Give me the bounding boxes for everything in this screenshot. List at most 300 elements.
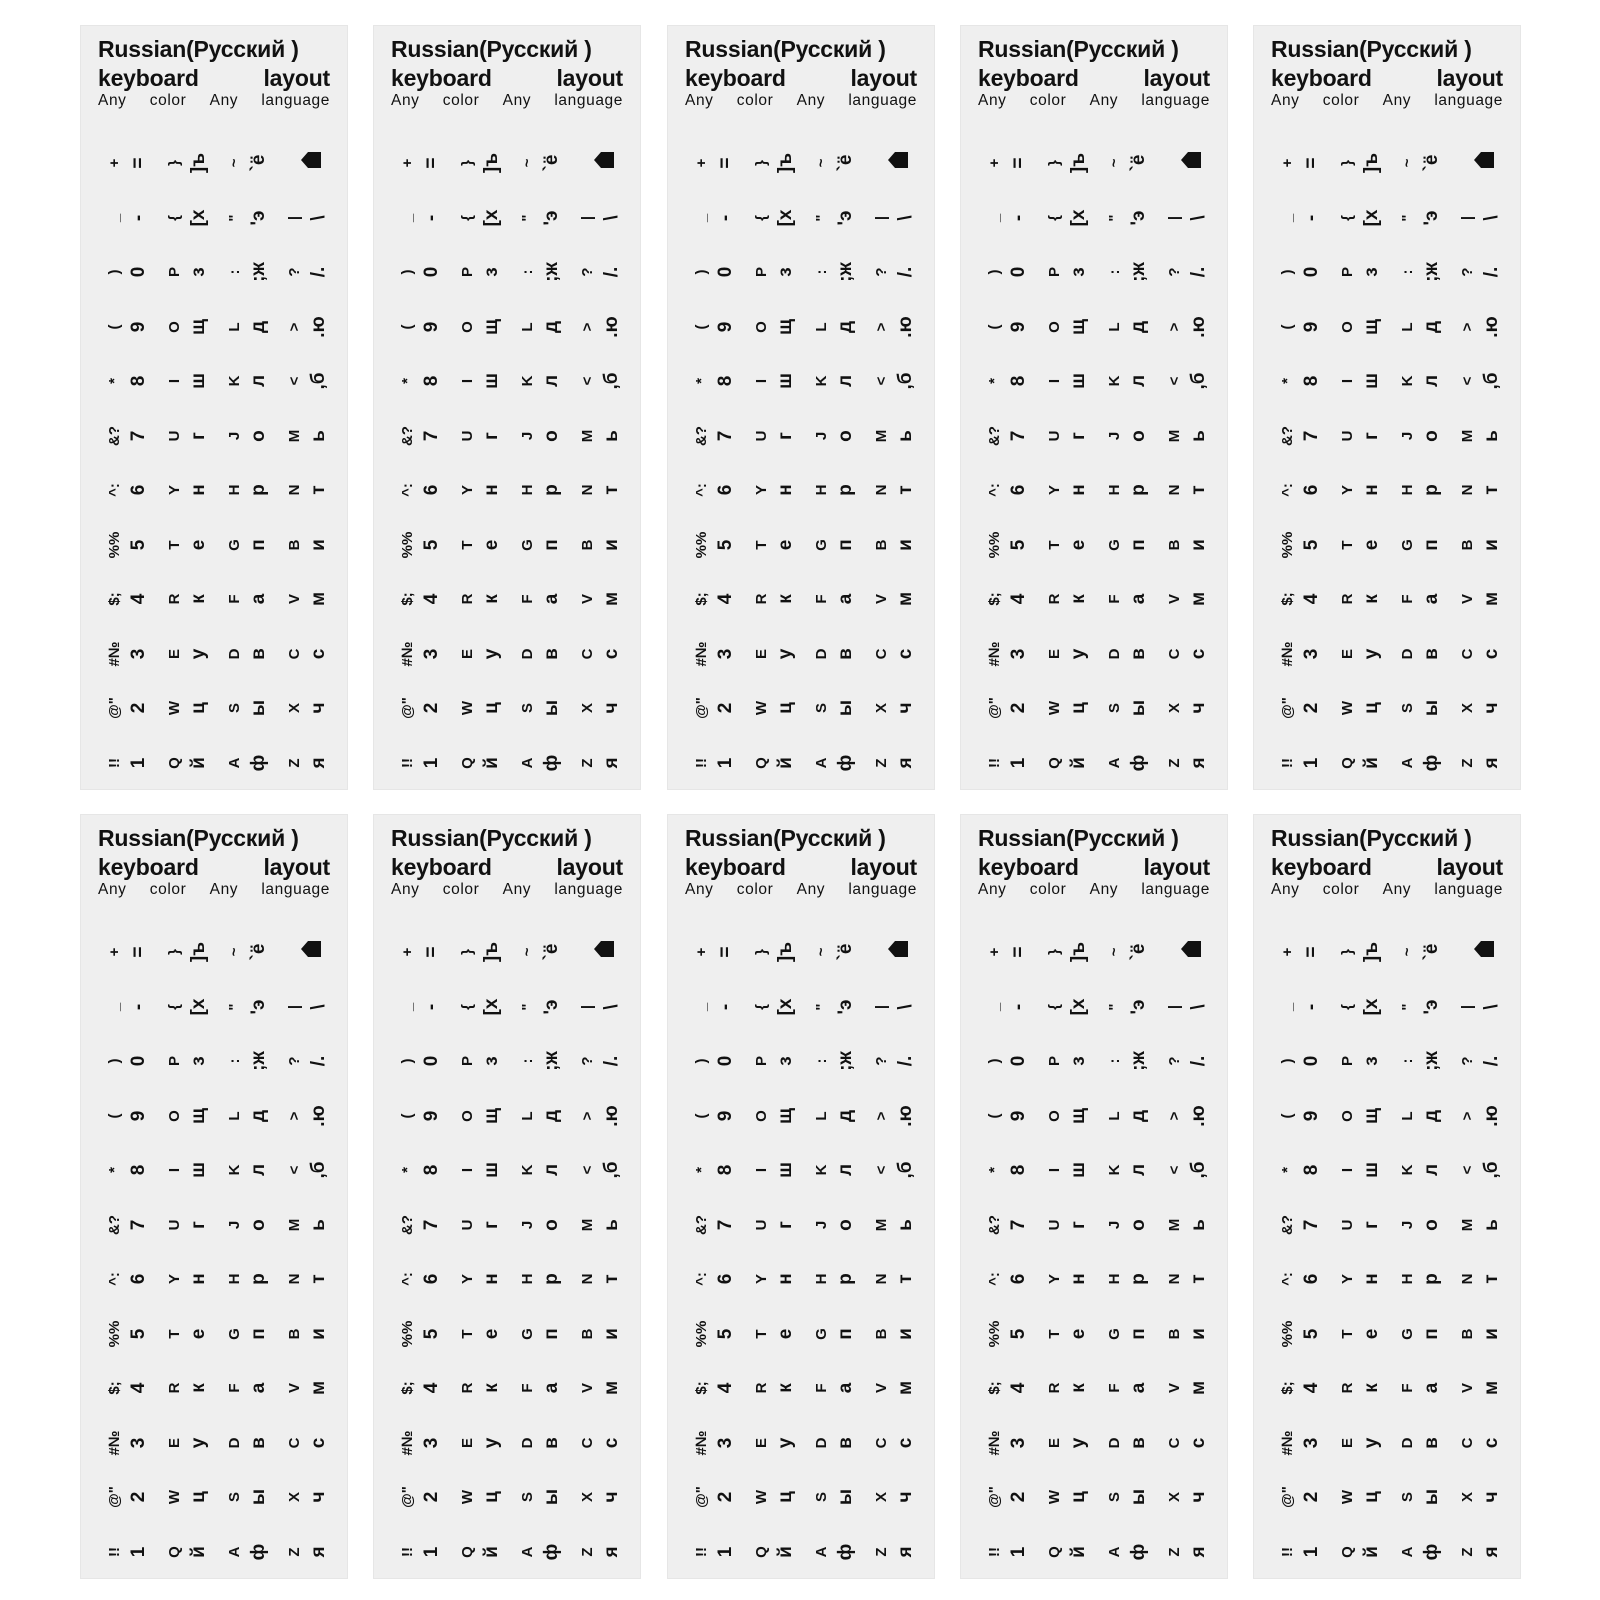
key-legend-upper: U: [459, 430, 476, 441]
key-legend-upper: ?: [286, 267, 303, 277]
key-legend-lower: [х: [775, 209, 796, 226]
key-legend: [1455, 628, 1515, 683]
key-legend-lower: з: [481, 267, 502, 277]
keyboard-sticker-sheet: [667, 814, 935, 1579]
key-legend: [282, 1362, 342, 1417]
key-legend: [982, 519, 1042, 574]
key-legend-lower: д: [541, 320, 562, 333]
key-legend-upper: T: [1046, 539, 1063, 550]
key-legend: [982, 628, 1042, 683]
key-legend-lower: д: [248, 1109, 269, 1122]
key-legend-lower: м: [308, 1380, 329, 1396]
key-legend-lower: в: [248, 647, 269, 660]
key-legend: [689, 737, 749, 791]
key-legend-lower: а: [541, 593, 562, 605]
key-legend: [869, 1253, 929, 1308]
key-legend-lower: `ё: [1128, 154, 1149, 172]
key-legend: [575, 926, 635, 981]
key-legend: [749, 519, 809, 574]
key-legend-lower: 4: [1301, 1382, 1322, 1394]
key-legend: [1335, 519, 1395, 574]
key-legend-lower: л: [1128, 374, 1149, 388]
key-legend: [982, 573, 1042, 628]
key-legend: [102, 628, 162, 683]
key-legend-lower: ;ж: [835, 1051, 856, 1071]
key-legend-upper: B: [579, 1328, 596, 1339]
key-legend: [689, 246, 749, 301]
key-legend-lower: д: [1128, 320, 1149, 333]
key-legend-upper: ": [519, 213, 536, 222]
key-legend: [1455, 981, 1515, 1036]
key-legend: [395, 1090, 455, 1145]
subtitle-language: language: [554, 881, 623, 898]
backspace-arrow-icon: [1180, 940, 1202, 958]
key-legend: [102, 137, 162, 192]
key-legend: [395, 301, 455, 356]
key-legend-lower: ы: [248, 699, 269, 717]
key-legend: [1275, 355, 1335, 410]
key-legend-lower: ш: [1361, 373, 1382, 389]
key-legend: [1455, 301, 1515, 356]
key-legend: [1102, 1471, 1162, 1526]
subtitle-any-1: Any: [1271, 92, 1300, 109]
key-legend-lower: 8: [1301, 1164, 1322, 1176]
key-legend-upper: T: [1339, 539, 1356, 550]
key-legend: [575, 1199, 635, 1254]
key-legend-upper: D: [1399, 1437, 1416, 1448]
key-legend-upper: C: [1166, 648, 1183, 659]
key-legend-upper: *: [106, 378, 123, 384]
key-legend-lower: 'э: [541, 210, 562, 226]
key-legend-upper: Z: [1166, 1546, 1183, 1557]
key-legend-upper: @": [399, 697, 416, 719]
key-legend-upper: Z: [873, 757, 890, 768]
key-legend: [1042, 1035, 1102, 1090]
key-legend: [455, 410, 515, 465]
keyboard-sticker-sheet: [1253, 25, 1521, 790]
key-legend-lower: ]ъ: [481, 941, 502, 963]
key-legend-upper: O: [1046, 320, 1063, 333]
key-legend: [455, 1362, 515, 1417]
key-legend: [1335, 1526, 1395, 1580]
key-legend-upper: ^:: [693, 1272, 710, 1286]
key-legend-upper: H: [813, 484, 830, 496]
key-legend-lower: е: [481, 539, 502, 550]
key-legend: [222, 137, 282, 192]
key-legend-lower: й: [1068, 1545, 1089, 1558]
subtitle-color: color: [1322, 92, 1360, 109]
sticker-title-line1: Russian(Русский ): [978, 825, 1179, 851]
key-legend-lower: й: [481, 1545, 502, 1558]
key-legend-lower: ф: [541, 1543, 562, 1560]
key-legend-lower: р: [248, 484, 269, 496]
backspace-arrow-icon: [300, 940, 322, 958]
key-legend: [749, 1526, 809, 1580]
key-legend-lower: -: [421, 1003, 442, 1010]
key-legend-lower: з: [775, 267, 796, 277]
key-legend: [809, 1471, 869, 1526]
key-legend: [1275, 1471, 1335, 1526]
key-legend: [395, 628, 455, 683]
key-legend-upper: ?: [1459, 1056, 1476, 1066]
key-legend-lower: л: [248, 1163, 269, 1177]
key-legend-upper: E: [753, 648, 770, 659]
key-legend: [1275, 137, 1335, 192]
key-legend-lower: =: [715, 157, 736, 169]
key-legend-lower: р: [1128, 484, 1149, 496]
key-legend-upper: @": [693, 1486, 710, 1508]
key-legend-lower: п: [835, 1327, 856, 1340]
key-legend-lower: о: [1128, 1218, 1149, 1231]
key-legend-lower: е: [481, 1328, 502, 1339]
key-legend: [1455, 410, 1515, 465]
key-legend-lower: ь: [601, 429, 622, 442]
key-legend: [809, 1090, 869, 1145]
key-legend: [102, 1471, 162, 1526]
key-legend-upper: K: [519, 1164, 536, 1176]
key-legend-lower: п: [1421, 538, 1442, 551]
key-legend-grid: [94, 922, 334, 1572]
key-legend: [1102, 355, 1162, 410]
key-legend-upper: D: [813, 1437, 830, 1448]
key-legend-lower: л: [541, 1163, 562, 1177]
key-legend: [1042, 192, 1102, 247]
key-legend-upper: ?: [873, 1056, 890, 1066]
key-legend-lower: 5: [1008, 539, 1029, 550]
key-legend-lower: ц: [188, 702, 209, 714]
key-legend-upper: C: [873, 1437, 890, 1448]
key-legend-lower: у: [775, 648, 796, 659]
key-legend-upper: &?: [986, 1214, 1003, 1235]
key-legend-upper: >: [286, 1111, 303, 1120]
key-legend-upper: &?: [693, 1214, 710, 1235]
key-legend-lower: д: [835, 1109, 856, 1122]
key-legend: [222, 1471, 282, 1526]
key-legend: [162, 1417, 222, 1472]
key-legend: [1335, 137, 1395, 192]
key-legend: [515, 1308, 575, 1363]
key-legend-lower: я: [601, 1545, 622, 1558]
key-legend: [1162, 1471, 1222, 1526]
sticker-title-line2: [978, 853, 1210, 881]
key-legend: [689, 192, 749, 247]
key-legend-lower: 8: [1301, 375, 1322, 387]
sticker-title-line2: [98, 853, 330, 881]
subtitle-any-1: Any: [685, 881, 714, 898]
key-legend-upper: ~: [1399, 947, 1416, 957]
key-legend-upper: Q: [1339, 756, 1356, 769]
key-legend: [395, 1035, 455, 1090]
key-legend: [1162, 246, 1222, 301]
key-legend: [282, 981, 342, 1036]
key-legend-upper: <: [579, 376, 596, 386]
key-legend-lower: и: [1188, 538, 1209, 551]
key-legend-upper: Z: [1459, 757, 1476, 768]
key-legend-upper: >: [873, 1111, 890, 1120]
key-legend-upper: ^:: [986, 483, 1003, 497]
key-legend-lower: \: [601, 1003, 622, 1010]
key-legend-upper: <: [579, 1165, 596, 1175]
key-legend-lower: 5: [421, 539, 442, 550]
key-legend-upper: A: [1106, 1546, 1123, 1557]
key-legend: [689, 137, 749, 192]
key-legend: [455, 682, 515, 737]
key-legend-upper: &?: [399, 1214, 416, 1235]
key-legend-upper: +: [986, 158, 1003, 168]
key-legend-lower: в: [835, 647, 856, 660]
key-legend-upper: P: [459, 1056, 476, 1067]
key-legend-lower: =: [421, 157, 442, 169]
key-legend-upper: Z: [286, 1546, 303, 1557]
key-legend: [1395, 926, 1455, 981]
sticker-subtitle: [1271, 880, 1503, 900]
key-legend-upper: M: [1459, 1218, 1476, 1231]
key-legend-upper: _: [986, 213, 1003, 222]
key-legend: [1275, 682, 1335, 737]
key-legend-upper: O: [753, 1109, 770, 1122]
key-legend: [1042, 737, 1102, 791]
key-legend-upper: O: [459, 320, 476, 333]
key-legend-upper: I: [166, 378, 183, 384]
key-legend-upper: D: [226, 648, 243, 659]
key-legend-upper: %%: [986, 531, 1003, 558]
sticker-subtitle: [391, 880, 623, 900]
key-legend: [455, 1308, 515, 1363]
key-legend-upper: ?: [1166, 1056, 1183, 1066]
key-legend-lower: р: [248, 1273, 269, 1285]
key-legend-upper: ~: [813, 158, 830, 168]
key-legend-upper: Z: [579, 757, 596, 768]
key-legend: [1455, 1526, 1515, 1580]
key-legend-upper: M: [1166, 1218, 1183, 1231]
key-legend-upper: U: [459, 1219, 476, 1230]
backspace-arrow-icon: [1473, 940, 1495, 958]
key-legend: [1042, 301, 1102, 356]
key-legend-upper: L: [1106, 321, 1123, 332]
key-legend-lower: `ё: [835, 154, 856, 172]
key-legend-lower: `ё: [541, 154, 562, 172]
key-legend-upper: B: [286, 1328, 303, 1339]
key-legend: [1335, 410, 1395, 465]
key-legend-upper: P: [1046, 1056, 1063, 1067]
key-legend: [102, 301, 162, 356]
key-legend-lower: 2: [715, 1491, 736, 1503]
subtitle-any-1: Any: [978, 92, 1007, 109]
key-legend-upper: +: [1279, 947, 1296, 957]
key-legend-upper: B: [579, 539, 596, 550]
key-legend-upper: _: [106, 1002, 123, 1011]
key-legend-upper: <: [286, 376, 303, 386]
key-legend-upper: ^:: [399, 1272, 416, 1286]
key-legend: [455, 1090, 515, 1145]
key-legend-lower: а: [248, 593, 269, 605]
key-legend-lower: т: [601, 485, 622, 495]
key-legend-lower: м: [1188, 1380, 1209, 1396]
key-legend: [1102, 1144, 1162, 1199]
key-legend-upper: #№: [986, 1429, 1003, 1456]
key-legend-lower: 0: [1008, 266, 1029, 278]
key-legend-upper: M: [579, 429, 596, 442]
key-legend: [1275, 737, 1335, 791]
key-legend: [1395, 682, 1455, 737]
title-word-layout: layout: [556, 65, 623, 91]
key-legend-upper: >: [873, 322, 890, 331]
title-word-keyboard: keyboard: [978, 854, 1079, 880]
key-legend-upper: *: [1279, 378, 1296, 384]
key-legend: [162, 981, 222, 1036]
key-legend: [222, 355, 282, 410]
key-legend: [1335, 1199, 1395, 1254]
key-legend-upper: !!: [399, 757, 416, 768]
key-legend-upper: <: [1459, 1165, 1476, 1175]
key-legend-lower: =: [1008, 946, 1029, 958]
key-legend-upper: D: [1106, 648, 1123, 659]
key-legend-upper: Z: [1166, 757, 1183, 768]
subtitle-language: language: [554, 92, 623, 109]
key-legend-upper: J: [1399, 1220, 1416, 1229]
key-legend-lower: ц: [1068, 1491, 1089, 1503]
key-legend: [1275, 246, 1335, 301]
key-legend-lower: с: [308, 648, 329, 659]
key-legend-upper: J: [519, 431, 536, 440]
key-legend: [689, 355, 749, 410]
key-legend-lower: 1: [421, 1546, 442, 1557]
key-legend-lower: п: [541, 1327, 562, 1340]
key-legend: [1042, 1362, 1102, 1417]
key-legend-grid: [974, 922, 1214, 1572]
key-legend-upper: ^:: [1279, 1272, 1296, 1286]
key-legend-lower: в: [248, 1436, 269, 1449]
key-legend-lower: ;ж: [1128, 262, 1149, 282]
key-legend-upper: O: [166, 320, 183, 333]
key-legend: [1042, 1471, 1102, 1526]
key-legend-upper: {: [1339, 214, 1356, 221]
key-legend-upper: I: [1339, 1167, 1356, 1173]
key-legend-upper: {: [753, 214, 770, 221]
key-legend: [1335, 464, 1395, 519]
key-legend-upper: V: [1459, 1383, 1476, 1394]
key-legend: [869, 1199, 929, 1254]
sticker-title-line1: Russian(Русский ): [685, 36, 886, 62]
key-legend-upper: *: [106, 1167, 123, 1173]
key-legend-upper: P: [1339, 267, 1356, 278]
key-legend-lower: 'э: [1421, 210, 1442, 226]
key-legend: [395, 192, 455, 247]
key-legend: [282, 573, 342, 628]
key-legend-lower: щ: [1068, 318, 1089, 335]
key-legend-upper: !!: [693, 757, 710, 768]
key-legend: [162, 737, 222, 791]
key-legend: [102, 1253, 162, 1308]
key-legend-upper: O: [1046, 1109, 1063, 1122]
key-legend-upper: H: [813, 1273, 830, 1285]
key-legend-upper: U: [1046, 1219, 1063, 1230]
key-legend: [869, 355, 929, 410]
key-legend-lower: с: [895, 648, 916, 659]
key-legend: [282, 1471, 342, 1526]
key-legend: [1162, 1308, 1222, 1363]
key-legend: [222, 573, 282, 628]
key-legend-lower: н: [775, 1273, 796, 1285]
key-legend-upper: R: [753, 1382, 770, 1394]
key-legend-lower: р: [541, 484, 562, 496]
key-legend: [869, 981, 929, 1036]
key-legend: [515, 246, 575, 301]
key-legend-upper: O: [753, 320, 770, 333]
key-legend-upper: S: [226, 1492, 243, 1503]
subtitle-language: language: [1141, 92, 1210, 109]
key-legend: [1102, 1308, 1162, 1363]
key-legend-upper: (: [986, 324, 1003, 329]
key-legend-upper: %%: [1279, 531, 1296, 558]
key-legend-upper: ^:: [399, 483, 416, 497]
sticker-title-line1: Russian(Русский ): [1271, 36, 1472, 62]
key-legend-upper: E: [166, 1437, 183, 1448]
key-legend: [282, 682, 342, 737]
key-legend: [455, 981, 515, 1036]
key-legend: [1042, 1308, 1102, 1363]
key-legend: [102, 682, 162, 737]
subtitle-language: language: [1141, 881, 1210, 898]
key-legend-upper: ): [1279, 1058, 1296, 1064]
key-legend: [162, 1526, 222, 1580]
sticker-title-line2: [391, 64, 623, 92]
key-legend: [749, 301, 809, 356]
key-legend: [1162, 519, 1222, 574]
key-legend-lower: 2: [1008, 1491, 1029, 1503]
key-legend-lower: 7: [421, 1219, 442, 1230]
key-legend: [1102, 1199, 1162, 1254]
key-legend-lower: /.: [895, 266, 916, 278]
key-legend: [1395, 1308, 1455, 1363]
key-legend: [455, 192, 515, 247]
key-legend-upper: A: [1106, 757, 1123, 768]
key-legend-lower: ш: [1068, 373, 1089, 389]
key-legend-lower: ;ж: [541, 262, 562, 282]
key-legend-upper: |: [286, 215, 303, 220]
key-legend-lower: 'э: [1421, 999, 1442, 1015]
title-word-layout: layout: [1143, 854, 1210, 880]
key-legend: [982, 1308, 1042, 1363]
key-legend-upper: B: [1166, 1328, 1183, 1339]
key-legend-lower: .ю: [1481, 1104, 1502, 1127]
sticker-title-line1: Russian(Русский ): [685, 825, 886, 851]
keyboard-sticker-sheet: [960, 814, 1228, 1579]
key-legend-upper: $;: [986, 592, 1003, 606]
key-legend-lower: у: [1361, 648, 1382, 659]
key-legend-upper: T: [166, 539, 183, 550]
key-legend-upper: J: [813, 1220, 830, 1229]
key-legend-upper: Q: [753, 1545, 770, 1558]
key-legend-lower: \: [308, 214, 329, 221]
key-legend: [1162, 1199, 1222, 1254]
key-legend: [982, 1417, 1042, 1472]
key-legend: [982, 464, 1042, 519]
subtitle-any-2: Any: [502, 881, 532, 898]
key-legend: [162, 246, 222, 301]
key-legend: [282, 1308, 342, 1363]
key-legend-lower: п: [1128, 1327, 1149, 1340]
key-legend: [282, 1090, 342, 1145]
subtitle-any-1: Any: [391, 881, 420, 898]
key-legend-lower: ц: [775, 702, 796, 714]
key-legend: [102, 410, 162, 465]
key-legend-lower: у: [1361, 1437, 1382, 1448]
key-legend: [1162, 464, 1222, 519]
key-legend-lower: 7: [128, 430, 149, 441]
key-legend-lower: `ё: [1421, 943, 1442, 961]
key-legend-upper: J: [813, 431, 830, 440]
